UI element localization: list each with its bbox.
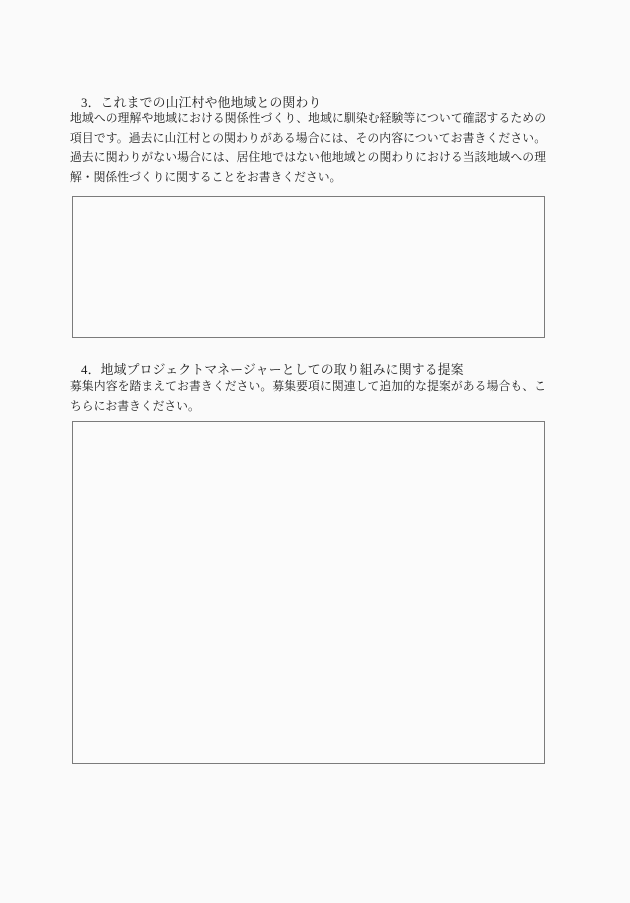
section-3-title: 3．これまでの山江村や他地域との関わり bbox=[81, 96, 322, 110]
section-4-description: 募集内容を踏まえてお書きください。募集要項に関連して追加的な提案がある場合も、こちらにお書きください。 bbox=[70, 379, 546, 413]
section-4-answer-box[interactable] bbox=[72, 421, 545, 764]
section-3-answer-box[interactable] bbox=[72, 196, 545, 338]
section-4-title: 4．地域プロジェクトマネージャーとしての取り組みに関する提案 bbox=[81, 363, 464, 377]
section-3-description: 地域への理解や地域における関係性づくり、地域に馴染む経験等について確認するための項目です。過去に山江村との関わりがある場合には、その内容についてお書きください。過去に関わりがない場合には、居住地ではない他地域との関わりにおける当該地域への理解・関係性づくりに関することをお書きください。 bbox=[70, 111, 546, 184]
